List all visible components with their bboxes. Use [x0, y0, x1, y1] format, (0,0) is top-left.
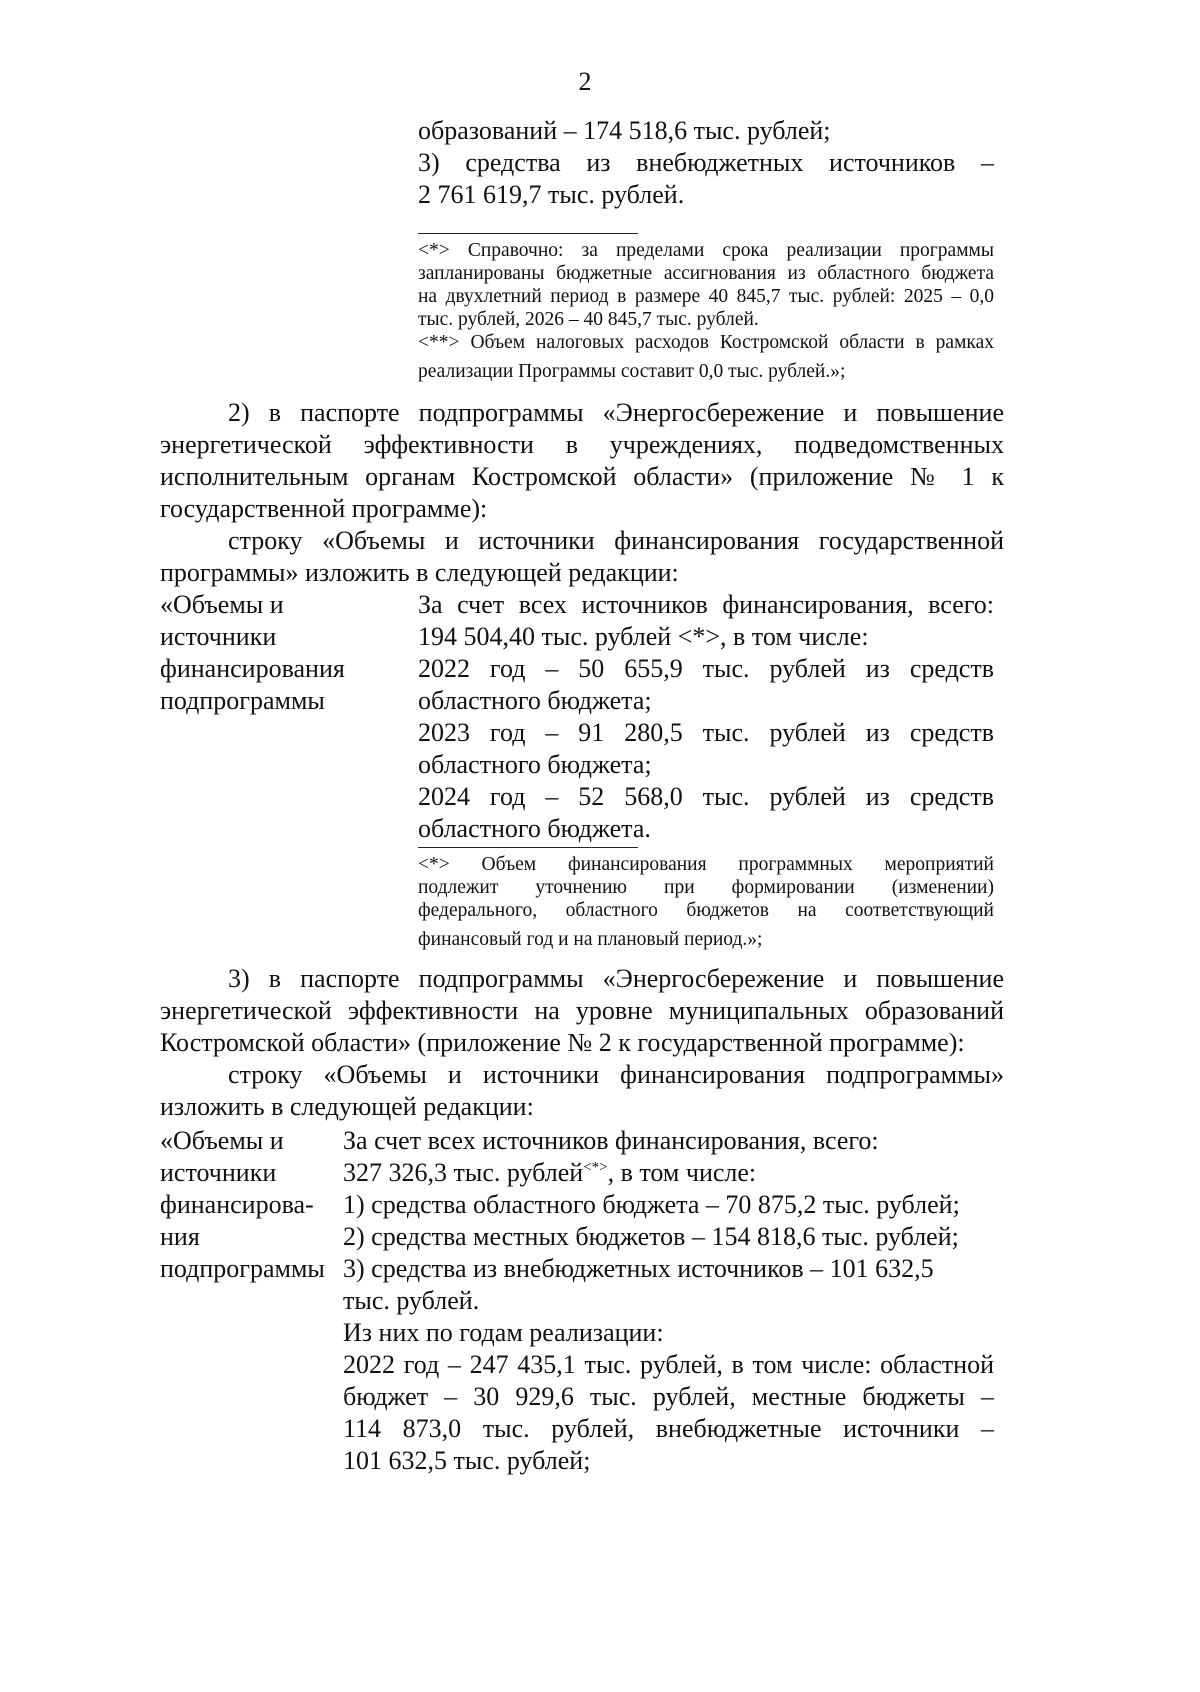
label-line: источники [160, 1158, 277, 1187]
footnote-line: финансовый год и на плановый период.»; [418, 929, 763, 950]
value-line: 2023 год – 91 280,5 тыс. рублей из средств [418, 718, 994, 747]
value-line: 101 632,5 тыс. рублей; [343, 1446, 591, 1475]
paragraph-line: энергетической эффективности на уровне муниципальных образований [160, 996, 1004, 1025]
footnote-line: на двухлетний период в размере 40 845,7 тыс. рублей: 2025 – 0,0 [418, 286, 994, 307]
amendment-item-3 [160, 963, 1004, 1123]
value-line: 2022 год – 50 655,9 тыс. рублей из средств [418, 654, 994, 683]
value-line: областного бюджета. [418, 814, 651, 843]
table2-value [343, 1125, 994, 1477]
value-line: 2) средства местных бюджетов – 154 818,6 тыс. рублей; [343, 1222, 959, 1251]
footnote-line: федерального, областного бюджетов на соответствующий [418, 900, 994, 921]
continued-funding-block [418, 115, 994, 211]
footnote-line: подлежит уточнению при формировании (изменении) [418, 877, 994, 898]
value-line [343, 1157, 994, 1189]
value-line: областного бюджета; [418, 750, 652, 779]
value-line: бюджет – 30 929,6 тыс. рублей, местные бюджеты – [343, 1382, 994, 1411]
value-line: 3) средства из внебюджетных источников – 101 632,5 [343, 1254, 934, 1283]
value-line: 1) средства областного бюджета – 70 875,2 тыс. рублей; [343, 1190, 960, 1219]
label-line: «Объемы и [160, 1126, 284, 1155]
paragraph-line: строку «Объемы и источники финансирования подпрограммы» [228, 1060, 1004, 1089]
table2-label [160, 1125, 340, 1285]
text-line: 2 761 619,7 тыс. рублей. [418, 180, 685, 209]
value-line-amount: 327 326,3 тыс. рублей [343, 1158, 584, 1187]
value-line-tail: , в том числе: [607, 1158, 757, 1187]
footnote-line: <*> Объем финансирования программных мероприятий [418, 854, 994, 875]
footnotes-top [418, 239, 994, 383]
paragraph-line: строку «Объемы и источники финансирования государственной [228, 526, 1004, 555]
value-line: 2024 год – 52 568,0 тыс. рублей из средств [418, 782, 994, 811]
footnote-line: <*> Справочно: за пределами срока реализации программы [418, 240, 994, 261]
amendment-item-2 [160, 397, 1004, 589]
label-line: «Объемы и [160, 590, 284, 619]
text-line: образований – 174 518,6 тыс. рублей; [418, 116, 831, 145]
label-line: финансирования [160, 654, 345, 683]
footnote-line: реализации Программы составит 0,0 тыс. рублей.»; [418, 361, 846, 382]
label-line: источники [160, 622, 277, 651]
footnote-line: <**> Объем налоговых расходов Костромской области в рамках [418, 332, 994, 353]
paragraph-line: Костромской области» (приложение № 2 к государственной программе): [160, 1028, 965, 1057]
footnote-separator [418, 847, 638, 848]
table1-value [418, 589, 994, 845]
label-line: ния [160, 1222, 200, 1251]
footnote-line: тыс. рублей, 2026 – 40 845,7 тыс. рублей. [418, 309, 759, 330]
footnotes-table1 [418, 853, 994, 951]
value-line: За счет всех источников финансирования, всего: [418, 590, 994, 619]
paragraph-line: 2) в паспорте подпрограммы «Энергосбережение и повышение [228, 398, 1004, 427]
value-line: областного бюджета; [418, 686, 652, 715]
paragraph-line: государственной программе): [160, 494, 488, 523]
footnote-line: запланированы бюджетные ассигнования из областного бюджета [418, 263, 994, 284]
label-line: финансирова- [160, 1190, 314, 1219]
paragraph-line: энергетической эффективности в учреждениях, подведомственных [160, 430, 1004, 459]
value-line: За счет всех источников финансирования, всего: [343, 1126, 879, 1155]
footnote-separator [418, 233, 638, 234]
page-number: 2 [578, 67, 592, 96]
paragraph-line: 3) в паспорте подпрограммы «Энергосбережение и повышение [228, 964, 1004, 993]
table1-label [160, 589, 400, 717]
paragraph-line: исполнительным органам Костромской области» (приложение № 1 к [160, 462, 1004, 491]
value-line: 194 504,40 тыс. рублей <*>, в том числе: [418, 622, 869, 651]
paragraph-line: программы» изложить в следующей редакции: [160, 558, 679, 587]
footnote-marker: <*> [583, 1159, 608, 1176]
paragraph-line: изложить в следующей редакции: [160, 1092, 534, 1121]
value-line: 2022 год – 247 435,1 тыс. рублей, в том числе: областной [343, 1350, 994, 1379]
label-line: подпрограммы [160, 686, 325, 715]
value-line: тыс. рублей. [343, 1286, 480, 1315]
text-line: 3) средства из внебюджетных источников – [418, 148, 994, 177]
value-line: 114 873,0 тыс. рублей, внебюджетные источники – [343, 1414, 994, 1443]
label-line: подпрограммы [160, 1254, 325, 1283]
value-line: Из них по годам реализации: [343, 1318, 664, 1347]
